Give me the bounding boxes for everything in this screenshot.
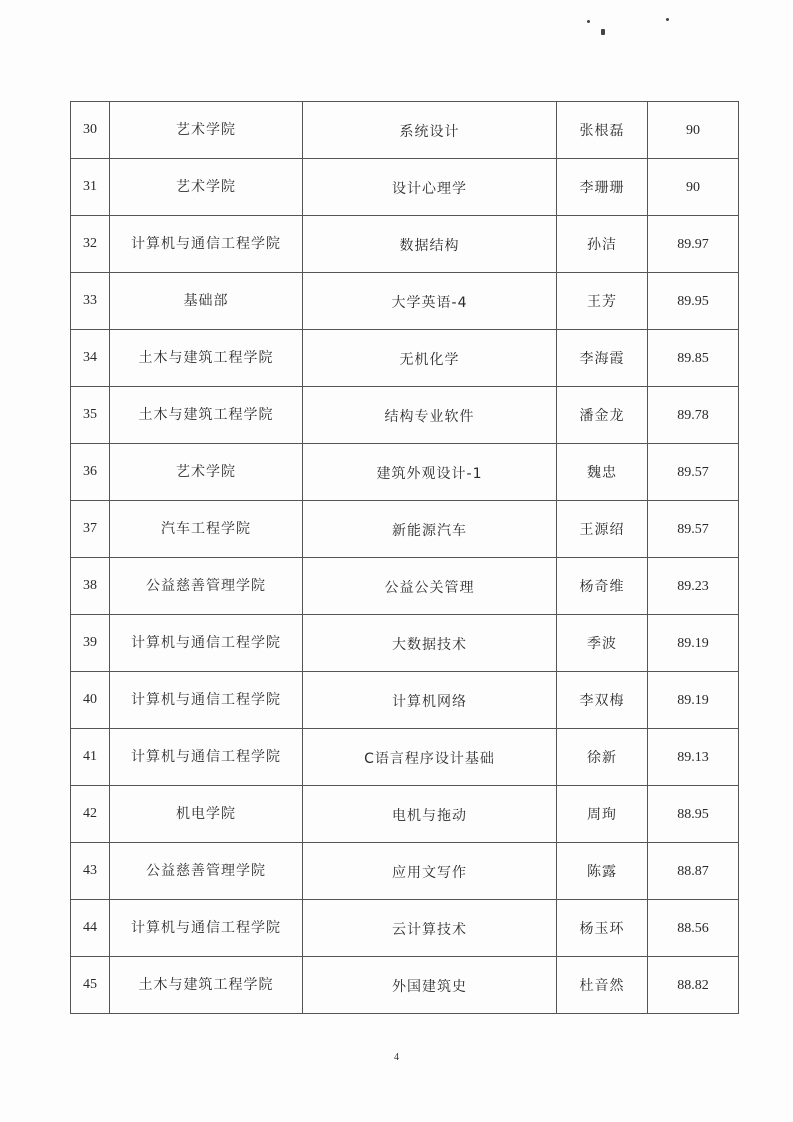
course-cell: 公益公关管理 [303, 558, 557, 615]
table-row [71, 843, 739, 900]
score-cell: 89.97 [648, 216, 739, 273]
table-row [71, 216, 739, 273]
table-row [71, 159, 739, 216]
course-evaluation-table [70, 101, 739, 1014]
scan-speck [587, 20, 590, 23]
teacher-cell: 孙洁 [557, 216, 648, 273]
table-row [71, 330, 739, 387]
course-cell: 无机化学 [303, 330, 557, 387]
table-row [71, 786, 739, 843]
score-cell: 90 [648, 102, 739, 159]
row-number-cell: 31 [71, 159, 110, 216]
college-cell: 计算机与通信工程学院 [110, 615, 303, 672]
row-number-cell: 36 [71, 444, 110, 501]
table-row [71, 102, 739, 159]
college-cell: 机电学院 [110, 786, 303, 843]
table-row [71, 501, 739, 558]
score-cell: 89.85 [648, 330, 739, 387]
college-cell: 计算机与通信工程学院 [110, 216, 303, 273]
row-number-cell: 38 [71, 558, 110, 615]
table-row [71, 900, 739, 957]
score-cell: 88.87 [648, 843, 739, 900]
row-number-cell: 30 [71, 102, 110, 159]
course-cell: 计算机网络 [303, 672, 557, 729]
row-number-cell: 44 [71, 900, 110, 957]
score-cell: 88.56 [648, 900, 739, 957]
teacher-cell: 李珊珊 [557, 159, 648, 216]
score-cell: 88.95 [648, 786, 739, 843]
row-number-cell: 32 [71, 216, 110, 273]
teacher-cell: 徐新 [557, 729, 648, 786]
scan-speck [666, 18, 669, 21]
course-cell: 系统设计 [303, 102, 557, 159]
college-cell: 艺术学院 [110, 159, 303, 216]
teacher-cell: 陈露 [557, 843, 648, 900]
score-cell: 89.78 [648, 387, 739, 444]
college-cell: 公益慈善管理学院 [110, 843, 303, 900]
course-cell: 大学英语-4 [303, 273, 557, 330]
teacher-cell: 潘金龙 [557, 387, 648, 444]
row-number-cell: 41 [71, 729, 110, 786]
college-cell: 计算机与通信工程学院 [110, 672, 303, 729]
course-cell: 电机与拖动 [303, 786, 557, 843]
score-cell: 88.82 [648, 957, 739, 1014]
scan-speck [601, 29, 605, 35]
table-row [71, 615, 739, 672]
course-cell: 云计算技术 [303, 900, 557, 957]
score-cell: 89.57 [648, 501, 739, 558]
row-number-cell: 35 [71, 387, 110, 444]
course-cell: 应用文写作 [303, 843, 557, 900]
row-number-cell: 40 [71, 672, 110, 729]
teacher-cell: 李海霞 [557, 330, 648, 387]
row-number-cell: 37 [71, 501, 110, 558]
score-cell: 89.19 [648, 672, 739, 729]
teacher-cell: 魏忠 [557, 444, 648, 501]
table-row [71, 558, 739, 615]
score-cell: 90 [648, 159, 739, 216]
teacher-cell: 杜音然 [557, 957, 648, 1014]
table-row [71, 444, 739, 501]
college-cell: 土木与建筑工程学院 [110, 957, 303, 1014]
score-cell: 89.23 [648, 558, 739, 615]
course-cell: 建筑外观设计-1 [303, 444, 557, 501]
teacher-cell: 杨奇维 [557, 558, 648, 615]
table-row [71, 672, 739, 729]
score-cell: 89.19 [648, 615, 739, 672]
row-number-cell: 45 [71, 957, 110, 1014]
row-number-cell: 34 [71, 330, 110, 387]
college-cell: 公益慈善管理学院 [110, 558, 303, 615]
teacher-cell: 李双梅 [557, 672, 648, 729]
row-number-cell: 39 [71, 615, 110, 672]
teacher-cell: 张根磊 [557, 102, 648, 159]
table-row [71, 729, 739, 786]
course-cell: 大数据技术 [303, 615, 557, 672]
course-cell: 数据结构 [303, 216, 557, 273]
college-cell: 计算机与通信工程学院 [110, 729, 303, 786]
score-cell: 89.57 [648, 444, 739, 501]
row-number-cell: 42 [71, 786, 110, 843]
table-row [71, 957, 739, 1014]
teacher-cell: 王源绍 [557, 501, 648, 558]
course-cell: 新能源汽车 [303, 501, 557, 558]
teacher-cell: 杨玉环 [557, 900, 648, 957]
teacher-cell: 季波 [557, 615, 648, 672]
table-row [71, 387, 739, 444]
table-row [71, 273, 739, 330]
score-cell: 89.95 [648, 273, 739, 330]
college-cell: 汽车工程学院 [110, 501, 303, 558]
college-cell: 土木与建筑工程学院 [110, 387, 303, 444]
college-cell: 计算机与通信工程学院 [110, 900, 303, 957]
college-cell: 基础部 [110, 273, 303, 330]
teacher-cell: 王芳 [557, 273, 648, 330]
row-number-cell: 33 [71, 273, 110, 330]
row-number-cell: 43 [71, 843, 110, 900]
college-cell: 艺术学院 [110, 444, 303, 501]
course-cell: 结构专业软件 [303, 387, 557, 444]
college-cell: 土木与建筑工程学院 [110, 330, 303, 387]
page-number: 4 [394, 1052, 399, 1063]
score-cell: 89.13 [648, 729, 739, 786]
course-cell: 外国建筑史 [303, 957, 557, 1014]
course-cell: 设计心理学 [303, 159, 557, 216]
college-cell: 艺术学院 [110, 102, 303, 159]
teacher-cell: 周珣 [557, 786, 648, 843]
table-body [71, 102, 739, 1014]
course-cell: C语言程序设计基础 [303, 729, 557, 786]
